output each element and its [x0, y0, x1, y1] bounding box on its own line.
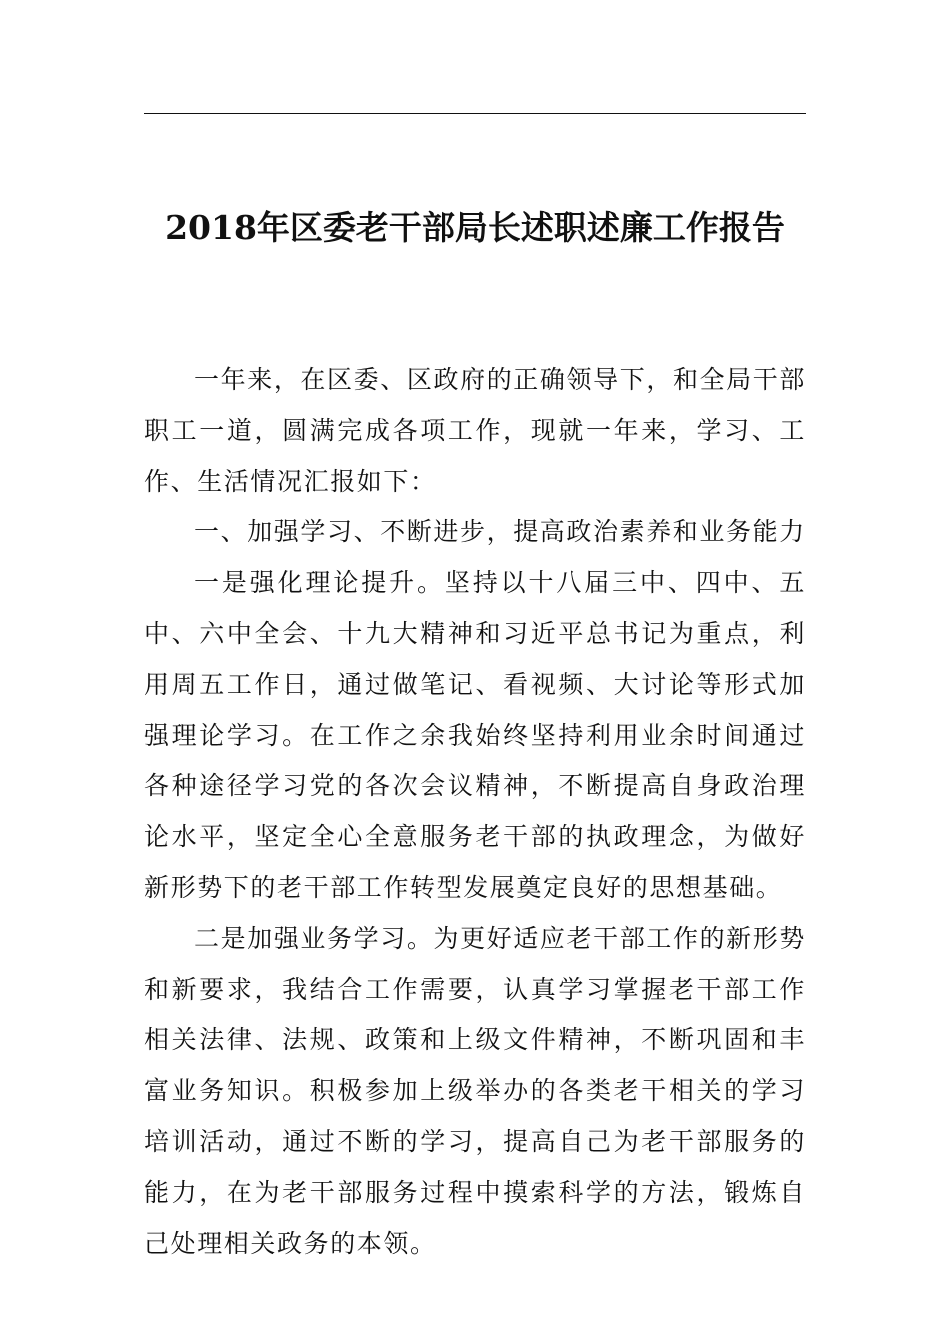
- header-rule: [144, 113, 806, 114]
- document-body: [144, 355, 806, 1269]
- document-title: 2018年区委老干部局长述职述廉工作报告: [165, 208, 785, 247]
- business-paragraph: 二是加强业务学习。为更好适应老干部工作的新形势和新要求，我结合工作需要，认真学习掌握老干部工作相关法律、法规、政策和上级文件精神，不断巩固和丰富业务知识。积极参加上级举办的各类老干相关的学习培训活动，通过不断的学习，提高自己为老干部服务的能力，在为老干部服务过程中摸索科学的方法，锻炼自己处理相关政务的本领。: [144, 923, 806, 1258]
- intro-paragraph: 一年来，在区委、区政府的正确领导下，和全局干部职工一道，圆满完成各项工作，现就一年来，学习、工作、生活情况汇报如下：: [144, 365, 806, 496]
- section-heading: 一、加强学习、不断进步，提高政治素养和业务能力: [194, 517, 806, 547]
- theory-paragraph: 一是强化理论提升。坚持以十八届三中、四中、五中、六中全会、十九大精神和习近平总书记为重点，利用周五工作日，通过做笔记、看视频、大讨论等形式加强理论学习。在工作之余我始终坚持利用业余时间通过各种途径学习党的各次会议精神，不断提高自身政治理论水平，坚定全心全意服务老干部的执政理念，为做好新形势下的老干部工作转型发展奠定良好的思想基础。: [144, 568, 806, 902]
